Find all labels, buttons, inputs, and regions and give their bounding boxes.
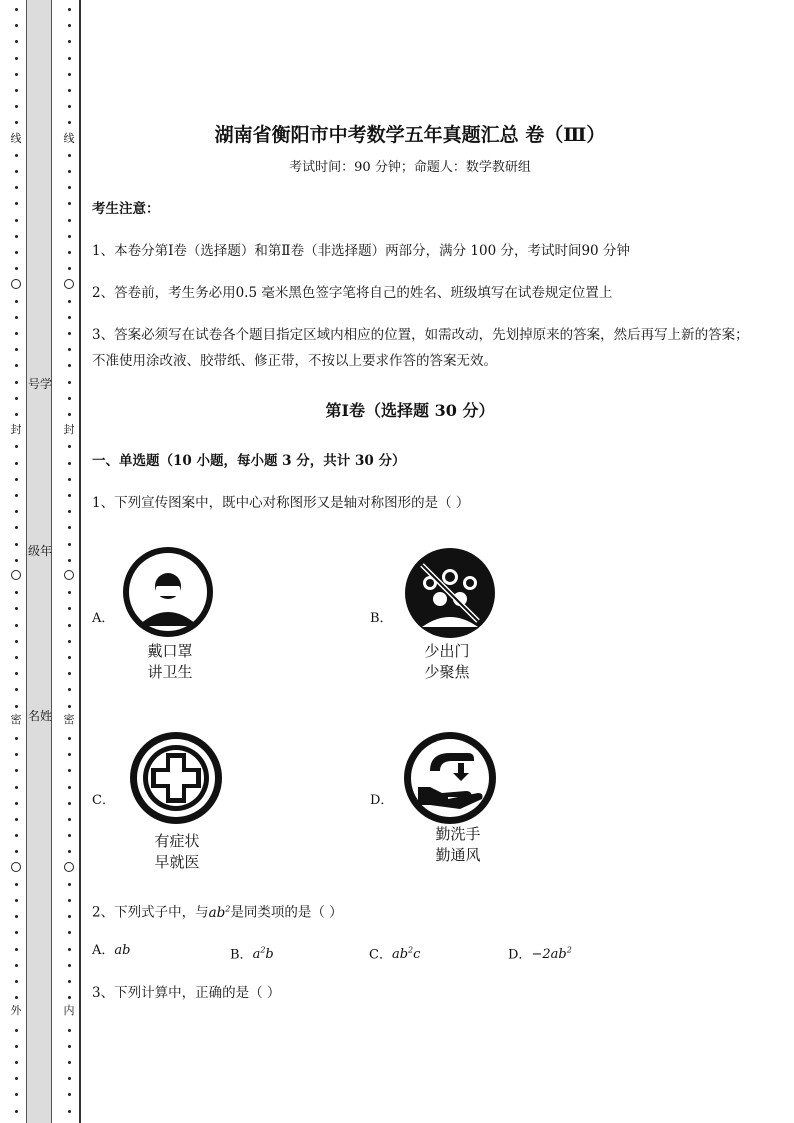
binding-dot [68,850,71,853]
binding-dot [15,883,18,886]
binding-dot [68,170,71,173]
binding-dot [15,786,18,789]
binding-dot [68,915,71,918]
binding-dot [68,1110,71,1113]
binding-dot [15,656,18,659]
exam-subtitle: 考试时间：90 分钟；命题人：数学教研组 [289,160,531,175]
binding-dot [15,478,18,481]
binding-dot [15,1110,18,1113]
binding-dot [68,899,71,902]
q1-option-b-caption: 少出门 少聚焦 [424,642,470,681]
binding-dot [68,883,71,886]
medical-cross-icon [126,731,226,825]
outer-dot-column [9,0,23,1123]
binding-dot [68,996,71,999]
binding-dot [68,818,71,821]
binding-circle [11,279,21,289]
binding-dot [15,186,18,189]
binding-dot [15,219,18,222]
binding-dot [68,251,71,254]
binding-dot [68,640,71,643]
binding-dot [68,705,71,708]
binding-dot [68,543,71,546]
q2-option-a[interactable]: A．ab [92,943,131,958]
binding-mark: 外 [10,1004,22,1017]
q1-option-d-caption: 勤洗手 勤通风 [435,825,481,864]
binding-dot [68,607,71,610]
binding-circle [11,570,21,580]
binding-dot [15,850,18,853]
binding-dot [68,672,71,675]
part-heading: 一、单选题（10 小题，每小题 3 分，共计 30 分） [92,453,406,469]
binding-dot [68,656,71,659]
binding-dot [68,1093,71,1096]
binding-dot [68,445,71,448]
binding-dot [15,931,18,934]
binding-dot [68,57,71,60]
binding-dot [15,964,18,967]
binding-dot [68,494,71,497]
binding-dot [15,1045,18,1048]
binding-dot [68,154,71,157]
binding-dot [68,510,71,513]
binding-dot [68,980,71,983]
binding-dot [15,1061,18,1064]
notice-item-3: 3、答案必须写在试卷各个题目指定区域内相应的位置，如需改动，先划掉原来的答案，然后再写上新的答案；不准使用涂改液、胶带纸、修正带，不按以上要求作答的答案无效。 [92,327,749,369]
binding-dot [15,818,18,821]
notice-item-2: 2、答卷前，考生务必用0.5 毫米黑色签字笔将自己的姓名、班级填写在试卷规定位置上 [92,285,613,301]
q1-option-d-letter[interactable]: D． [370,793,394,808]
binding-dot [15,607,18,610]
notice-heading: 考生注意： [92,201,160,217]
binding-dot [15,364,18,367]
exam-title: 湖南省衡阳市中考数学五年真题汇总 卷（Ⅲ） [214,124,606,146]
binding-circle [11,862,21,872]
binding-circle [64,279,74,289]
binding-mark: 密 [10,713,22,726]
inner-dot-column [62,0,76,1123]
binding-dot [68,332,71,335]
binding-dot [15,316,18,319]
binding-mark: 封 [10,423,22,436]
binding-dot [15,445,18,448]
binding-dot [15,526,18,529]
binding-border-line [79,0,81,1123]
binding-margin [0,0,82,1123]
binding-dot [15,834,18,837]
binding-dot [15,802,18,805]
q2-option-b[interactable]: B．$a^2b$ [230,946,274,963]
binding-dot [68,8,71,11]
hand-washing-icon [400,731,500,825]
binding-dot [15,753,18,756]
binding-dot [68,89,71,92]
binding-dot [15,510,18,513]
binding-dot [15,899,18,902]
binding-dot [15,73,18,76]
question-3-stem: 3、下列计算中，正确的是（ ） [92,985,281,1001]
binding-dot [68,105,71,108]
binding-dot [68,348,71,351]
binding-dot [68,202,71,205]
binding-dot [68,1029,71,1032]
binding-dot [15,769,18,772]
binding-dot [68,688,71,691]
binding-dot [15,8,18,11]
binding-dot [15,89,18,92]
q2-option-c[interactable]: C．$ab^2c$ [369,946,421,963]
crowd-prohibited-icon [400,547,500,639]
binding-dot [68,559,71,562]
binding-dot [15,413,18,416]
binding-dot [15,688,18,691]
q2-option-d[interactable]: D．$-2ab^2$ [508,946,572,963]
binding-dot [15,381,18,384]
binding-dot [15,1093,18,1096]
binding-circle [64,570,74,580]
binding-dot [68,526,71,529]
binding-dot [68,267,71,270]
binding-dot [15,640,18,643]
binding-dot [68,316,71,319]
binding-dot [68,1045,71,1048]
binding-dot [15,543,18,546]
q1-option-c-caption: 有症状 早就医 [154,832,200,871]
binding-dot [15,40,18,43]
binding-dot [15,170,18,173]
binding-dot [68,591,71,594]
binding-dot [68,24,71,27]
binding-dot [15,267,18,270]
binding-dot [68,121,71,124]
binding-dot [68,478,71,481]
binding-mark: 内 [63,1004,75,1017]
binding-dot [68,964,71,967]
section-title: 第Ⅰ卷（选择题 30 分） [325,401,495,420]
binding-dot [68,300,71,303]
binding-dot [68,802,71,805]
binding-dot [15,996,18,999]
binding-circle [64,862,74,872]
binding-dot [15,915,18,918]
binding-dot [15,121,18,124]
binding-dot [68,786,71,789]
binding-mark: 线 [63,132,75,145]
label-student-number: 号学 [27,377,52,391]
q1-option-a-caption: 戴口罩 讲卫生 [147,642,193,681]
binding-dot [15,624,18,627]
binding-dot [15,591,18,594]
binding-dot [15,332,18,335]
binding-dot [68,186,71,189]
binding-dot [68,364,71,367]
binding-dot [68,624,71,627]
binding-dot [15,559,18,562]
q1-option-a-letter[interactable]: A． [92,611,115,626]
binding-dot [68,235,71,238]
label-name: 名姓 [27,709,52,723]
binding-dot [15,397,18,400]
binding-dot [68,1077,71,1080]
binding-dot [15,980,18,983]
binding-dot [68,413,71,416]
binding-dot [68,397,71,400]
binding-dot [15,57,18,60]
binding-dot [68,753,71,756]
q1-option-b-letter[interactable]: B． [370,611,393,626]
binding-dot [68,40,71,43]
binding-dot [68,73,71,76]
binding-dot [15,202,18,205]
question-2-stem: 2、下列式子中，与$ab^2$是同类项的是（ ） [92,904,343,921]
binding-dot [15,705,18,708]
binding-dot [15,462,18,465]
binding-dot [15,154,18,157]
student-info-strip [26,0,52,1123]
binding-dot [68,931,71,934]
binding-dot [15,24,18,27]
binding-dot [68,834,71,837]
binding-dot [68,219,71,222]
binding-dot [15,251,18,254]
binding-dot [68,737,71,740]
binding-dot [15,105,18,108]
binding-mark: 密 [63,713,75,726]
binding-dot [15,737,18,740]
binding-dot [68,769,71,772]
q1-option-c-letter[interactable]: C． [92,793,115,808]
binding-dot [15,1029,18,1032]
binding-dot [68,381,71,384]
binding-dot [15,300,18,303]
binding-mark: 线 [10,132,22,145]
label-grade: 级年 [27,544,52,558]
binding-mark: 封 [63,423,75,436]
mask-person-icon [118,546,218,638]
question-1-stem: 1、下列宣传图案中，既中心对称图形又是轴对称图形的是（ ） [92,495,470,511]
binding-dot [15,1077,18,1080]
binding-dot [15,948,18,951]
binding-dot [15,672,18,675]
binding-dot [68,462,71,465]
binding-dot [68,1061,71,1064]
binding-dot [68,948,71,951]
binding-dot [15,235,18,238]
binding-dot [15,348,18,351]
binding-dot [15,494,18,497]
notice-item-1: 1、本卷分第Ⅰ卷（选择题）和第Ⅱ卷（非选择题）两部分，满分 100 分，考试时间90 分钟 [92,243,630,259]
